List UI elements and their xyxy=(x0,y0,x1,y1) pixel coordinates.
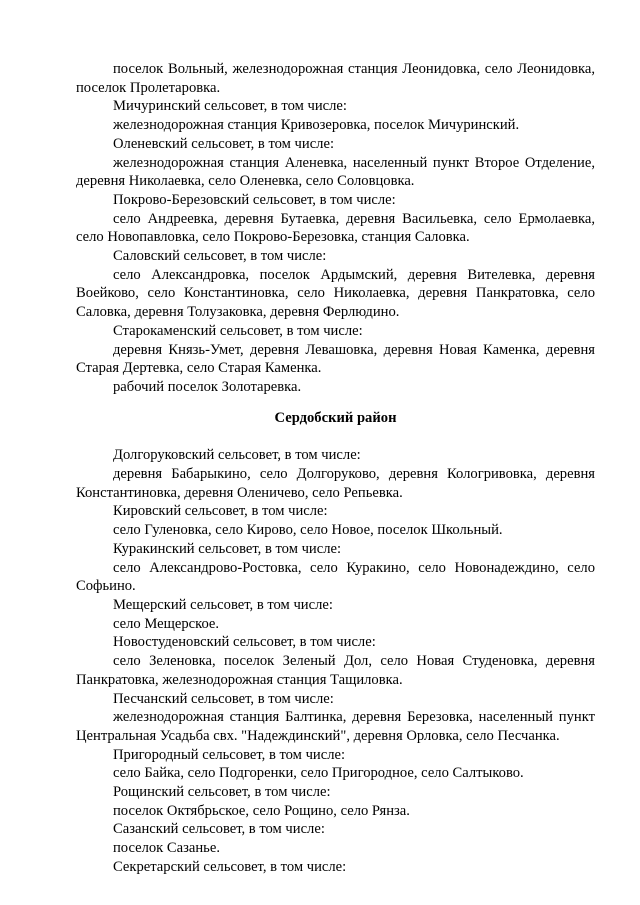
paragraph: село Зеленовка, поселок Зеленый Дол, село Новая Студеновка, деревня Панкратовка, железнодорожная станция Тащиловка. xyxy=(76,653,595,688)
paragraph: Долгоруковский сельсовет, в том числе: xyxy=(113,447,361,464)
paragraph: Песчанский сельсовет, в том числе: xyxy=(113,690,334,707)
document-page xyxy=(76,60,595,877)
paragraph: Старокаменский сельсовет, в том числе: xyxy=(113,322,363,339)
paragraph: Оленевский сельсовет, в том числе: xyxy=(113,135,335,152)
serdobsky-district-section xyxy=(76,446,595,876)
district-heading: Сердобский район xyxy=(274,409,397,426)
paragraph: Куракинский сельсовет, в том числе: xyxy=(113,540,342,557)
paragraph: поселок Сазанье. xyxy=(113,840,220,857)
paragraph: Рощинский сельсовет, в том числе: xyxy=(113,784,331,801)
paragraph: Мичуринский сельсовет, в том числе: xyxy=(113,98,347,115)
paragraph: село Андреевка, деревня Бутаевка, деревня Васильевка, село Ермолаевка, село Новопавловка, село Покрово-Березовка, станция Саловка. xyxy=(76,210,595,246)
paragraph: Пригородный сельсовет, в том числе: xyxy=(113,746,346,763)
paragraph: Новостуденовский сельсовет, в том числе: xyxy=(113,634,376,651)
paragraph: поселок Вольный, железнодорожная станция Леонидовка, село Леонидовка, поселок Пролетаровка. xyxy=(76,61,595,96)
paragraph: село Александровка, поселок Ардымский, деревня Вителевка, деревня Воейково, село Константиновка, село Николаевка, деревня Панкратовка, село Саловка, деревня Толузаковка, деревня Ферлюдино. xyxy=(76,266,595,321)
paragraph: железнодорожная станция Аленевка, населенный пункт Второе Отделение, деревня Николаевка, село Оленевка, село Соловцовка. xyxy=(76,154,595,190)
paragraph: Мещерский сельсовет, в том числе: xyxy=(113,596,333,613)
paragraph: поселок Октябрьское, село Рощино, село Рянза. xyxy=(113,802,410,819)
paragraph: Кировский сельсовет, в том числе: xyxy=(113,503,328,520)
paragraph: Сазанский сельсовет, в том числе: xyxy=(113,821,325,838)
paragraph: железнодорожная станция Кривозеровка, поселок Мичуринский. xyxy=(113,117,520,134)
paragraph: село Мещерское. xyxy=(113,615,220,632)
paragraph: деревня Бабарыкино, село Долгоруково, деревня Кологривовка, деревня Константиновка, деревня Оленичево, село Репьевка. xyxy=(76,466,595,501)
paragraph: село Байка, село Подгоренки, село Пригородное, село Салтыково. xyxy=(113,765,524,782)
paragraph: село Александрово-Ростовка, село Куракино, село Новонадеждино, село Софьино. xyxy=(76,559,595,595)
paragraph: Покрово-Березовский сельсовет, в том числе: xyxy=(113,191,396,208)
preceding-district-section xyxy=(76,60,595,397)
paragraph: Саловский сельсовет, в том числе: xyxy=(113,248,327,265)
paragraph: село Гуленовка, село Кирово, село Новое, поселок Школьный. xyxy=(113,522,503,539)
paragraph: рабочий поселок Золотаревка. xyxy=(113,378,302,395)
paragraph: железнодорожная станция Балтинка, деревня Березовка, населенный пункт Центральная Усадьба свх. "Надеждинский", деревня Орловка, село Песчанка. xyxy=(76,709,595,744)
paragraph: Секретарский сельсовет, в том числе: xyxy=(113,858,347,875)
paragraph: деревня Князь-Умет, деревня Левашовка, деревня Новая Каменка, деревня Старая Дертевка, село Старая Каменка. xyxy=(76,341,595,377)
